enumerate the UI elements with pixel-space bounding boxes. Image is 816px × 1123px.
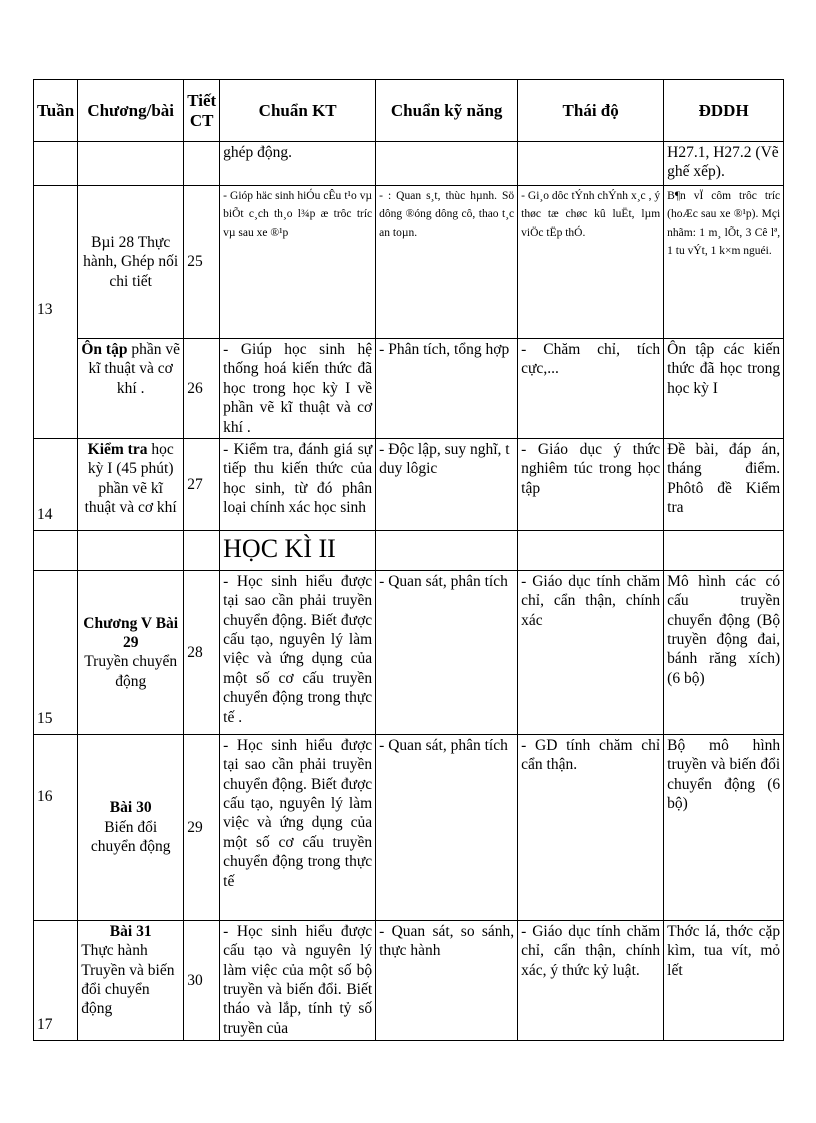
lesson-title: Bµi 28 Thực hành, Ghép nối chi tiết: [83, 233, 179, 290]
cell-lesson: [78, 530, 184, 570]
cell-period: 28: [184, 570, 220, 734]
cell-attitude: - Giáo dục tính chăm chỉ, cẩn thận, chính xác, ý thức kỷ luật.: [518, 920, 664, 1040]
cell-period: [184, 142, 220, 186]
cell-lesson: [78, 734, 184, 920]
curriculum-table: [33, 79, 784, 1041]
lesson-title: phần vẽ kĩ thuật và cơ khí .: [88, 341, 180, 397]
cell-equipment: Ôn tập các kiến thức đã học trong học kỳ I: [664, 339, 784, 439]
cell-equipment: Bộ mô hình truyền và biến đổi chuyển động (6 bộ): [664, 734, 784, 920]
semester-heading: HỌC KÌ II: [220, 530, 376, 570]
cell-period: 29: [184, 734, 220, 920]
table-row: [34, 570, 784, 734]
cell-equipment: Mô hình các có cấu truyền chuyển động (Bộ truyền động đai, bánh răng xích) (6 bộ): [664, 570, 784, 734]
cell-equipment: H27.1, H27.2 (Vẽ ghế xếp).: [664, 142, 784, 186]
cell-week: 17: [34, 920, 78, 1040]
cell-attitude: - GD tính chăm chỉ cẩn thận.: [518, 734, 664, 920]
cell-attitude: - Giáo dục tính chăm chỉ, cẩn thận, chính xác: [518, 570, 664, 734]
cell-attitude: [518, 142, 664, 186]
cell-skill: - Quan sát, phân tích: [376, 570, 518, 734]
lesson-bold: Chương V Bài 29: [83, 614, 179, 651]
cell-knowledge: - Giúp học sinh hệ thống hoá kiến thức đã học trong học kỳ I về phần vẽ kĩ thuật và cơ khí .: [220, 339, 376, 439]
lesson-title: Biến đổi chuyển động: [90, 818, 171, 856]
table-row: [34, 339, 784, 439]
cell-equipment: Đề bài, đáp án, tháng điểm. Phôtô đề Kiểm tra: [664, 438, 784, 530]
lesson-title: Truyền chuyển động: [84, 653, 178, 690]
cell-week: [34, 530, 78, 570]
table-row: [34, 530, 784, 570]
table-row: [34, 438, 784, 530]
header-chuan-ky-nang: Chuẩn kỹ năng: [376, 80, 518, 142]
cell-knowledge: - Học sinh hiểu được tại sao cần phải truyền chuyển động. Biết được cấu tạo, nguyên lý làm việc và ứng dụng của một số cơ cấu truyền chuyển động trong thực tế .: [220, 570, 376, 734]
header-chuan-kt: Chuẩn KT: [220, 80, 376, 142]
cell-equipment: B¶n vÏ côm trôc tríc (hoÆc sau xe ®¹p). Mçi nhãm: 1 m¸ lÕt, 3 Cê lª, 1 tu vÝt, 1 k×m nguéi.: [664, 186, 784, 339]
cell-skill: - Quan sát, so sánh, thực hành: [376, 920, 518, 1040]
cell-knowledge: - Học sinh hiểu được cấu tạo và nguyên lý làm việc của một số bộ truyền và biến đổi. Biết tháo và lắp, tính tỷ số truyền của: [220, 920, 376, 1040]
cell-skill: - Quan sát, phân tích: [376, 734, 518, 920]
table-row: [34, 920, 784, 1040]
lesson-bold: Ôn tập: [81, 341, 128, 358]
cell-week: [34, 142, 78, 186]
header-dddh: ĐDDH: [664, 80, 784, 142]
lesson-bold: Bài 30: [109, 799, 152, 817]
cell-equipment: [664, 530, 784, 570]
lesson-bold: Kiểm tra: [87, 440, 148, 458]
cell-equipment: Thớc lá, thớc cặp kìm, tua vít, mỏ lết: [664, 920, 784, 1040]
cell-attitude: - Chăm chỉ, tích cực,...: [518, 339, 664, 439]
cell-period: 26: [184, 339, 220, 439]
cell-period: [184, 530, 220, 570]
cell-lesson: [78, 339, 184, 439]
cell-knowledge: ghép động.: [220, 142, 376, 186]
cell-attitude: [518, 530, 664, 570]
cell-attitude: - Giáo dục ý thức nghiêm túc trong học tập: [518, 438, 664, 530]
cell-skill: [376, 530, 518, 570]
header-chuong-bai: Chương/bài: [78, 80, 184, 142]
cell-lesson: [78, 186, 184, 339]
cell-skill: [376, 142, 518, 186]
cell-lesson: [78, 142, 184, 186]
lesson-title: Thực hành Truyền và biến đổi chuyển động: [81, 942, 175, 1018]
cell-week: 14: [34, 438, 78, 530]
cell-skill: - : Quan s¸t, thùc hµnh. Sö dông ®óng dông cô, thao t¸c an toµn.: [376, 186, 518, 339]
cell-period: 25: [184, 186, 220, 339]
lesson-title: học kỳ I (45 phút) phần vẽ kĩ thuật và cơ khí: [84, 440, 177, 516]
cell-week: 13: [34, 186, 78, 439]
lesson-bold: Bài 31: [109, 922, 152, 940]
cell-period: 30: [184, 920, 220, 1040]
cell-knowledge: - Học sinh hiểu được tại sao cần phải truyền chuyển động. Biết được cấu tạo, nguyên lý làm việc và ứng dụng của một số cơ cấu truyền chuyển động trong thực tế: [220, 734, 376, 920]
cell-knowledge: - Gióp häc sinh hiÓu cÊu t¹o vµ biÕt c¸ch th¸o l¾p æ trôc tríc vµ sau xe ®¹p: [220, 186, 376, 339]
table-row: [34, 142, 784, 186]
cell-lesson: [78, 438, 184, 530]
cell-skill: - Độc lập, suy nghĩ, t duy lôgic: [376, 438, 518, 530]
cell-attitude: - Gi¸o dôc tÝnh chÝnh x¸c , ý thøc tæ chøc kû luËt, lµm viÖc tËp thÓ.: [518, 186, 664, 339]
cell-lesson: [78, 920, 184, 1040]
table-row: [34, 186, 784, 339]
header-tiet-ct: Tiết CT: [184, 80, 220, 142]
header-tuan: Tuần: [34, 80, 78, 142]
header-row: [34, 80, 784, 142]
cell-week: 15: [34, 570, 78, 734]
cell-skill: - Phân tích, tổng hợp: [376, 339, 518, 439]
cell-lesson: [78, 570, 184, 734]
cell-week: 16: [34, 734, 78, 920]
cell-knowledge: - Kiểm tra, đánh giá sự tiếp thu kiến thức của học sinh, từ đó phân loại chính xác học sinh: [220, 438, 376, 530]
table-row: [34, 734, 784, 920]
header-thai-do: Thái độ: [518, 80, 664, 142]
cell-period: 27: [184, 438, 220, 530]
